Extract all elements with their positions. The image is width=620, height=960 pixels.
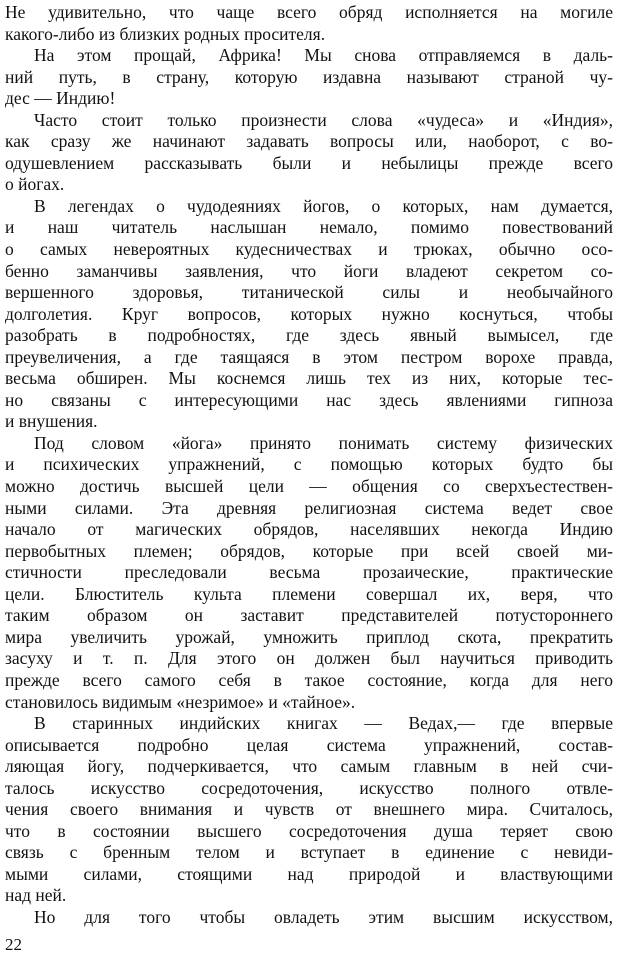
text-line: что в состоянии высшего сосредоточения душа теряет свою	[5, 820, 613, 841]
text-line: какого-либо из близких родных просителя.	[5, 23, 326, 44]
text-line: первобытных племен; обрядов, которые при всей своей ми-	[5, 540, 613, 561]
text-line: можно достичь высшей цели — общения со сверхъестествен-	[5, 476, 613, 497]
text-line: дес — Индию!	[5, 88, 116, 109]
text-line: преувеличения, а где таящаяся в этом пестром ворохе правда,	[5, 346, 613, 367]
paragraph	[5, 110, 613, 196]
paragraph	[5, 433, 613, 713]
text-line: и психических упражнений, с помощью которых будто бы	[5, 454, 613, 475]
text-line: о самых невероятных кудесничествах и трюках, обычно осо-	[5, 239, 613, 260]
text-line: как сразу же начинают задавать вопросы или, наоборот, с во-	[5, 131, 613, 152]
text-line: В легендах о чудодеяниях йогов, о которых, нам думается,	[34, 195, 613, 216]
body-text	[5, 2, 613, 929]
text-line: и наш читатель наслышан немало, помимо повествований	[5, 217, 613, 238]
text-line: прежде всего самого себя в такое состояние, когда для него	[5, 669, 613, 690]
text-line: вершенного здоровья, титанической силы и необычайного	[5, 282, 613, 303]
text-line: мира увеличить урожай, умножить приплод скота, прекратить	[5, 626, 613, 647]
paragraph	[5, 713, 613, 907]
paragraph	[5, 45, 613, 110]
text-line: стичности преследовали весьма прозаические, практические	[5, 562, 613, 583]
text-line: разобрать в подробностях, где здесь явный вымысел, где	[5, 325, 613, 346]
text-line: ляющая йогу, подчеркивается, что самым главным в ней счи-	[5, 756, 613, 777]
text-line: описывается подробно целая система упражнений, состав-	[5, 734, 613, 755]
text-line: над ней.	[5, 885, 67, 906]
text-line: На этом прощай, Африка! Мы снова отправляемся в даль-	[34, 45, 613, 66]
paragraph	[5, 907, 613, 929]
text-line: ными силами. Эта древняя религиозная система ведет свое	[5, 497, 613, 518]
text-line: Часто стоит только произнести слова «чудеса» и «Индия»,	[34, 109, 613, 130]
text-line: засуху и т. п. Для этого он должен был научиться приводить	[5, 648, 613, 669]
text-line: Под словом «йога» принято понимать систему физических	[34, 432, 613, 453]
text-line: о йогах.	[5, 174, 65, 195]
text-line: долголетия. Круг вопросов, которых нужно коснуться, чтобы	[5, 303, 613, 324]
text-line: чения своего внимания и чувств от внешнего мира. Считалось,	[5, 799, 613, 820]
text-line: цели. Блюститель культа племени совершал их, веря, что	[5, 583, 613, 604]
text-line: одушевлением рассказывать были и небылицы прежде всего	[5, 152, 613, 173]
text-line: таким образом он заставит представителей потустороннего	[5, 605, 613, 626]
text-line: мыми силами, стоящими над природой и властвующими	[5, 863, 613, 884]
text-line: и внушения.	[5, 411, 98, 432]
text-line: связь с бренным телом и вступает в единение с невиди-	[5, 842, 613, 863]
paragraph	[5, 2, 613, 45]
text-line: но связаны с интересующими нас здесь явлениями гипноза	[5, 389, 613, 410]
text-line: ний путь, в страну, которую издавна называют страной чу-	[5, 66, 613, 87]
text-line: становилось видимым «незримое» и «тайное».	[5, 691, 356, 712]
text-line: талось искусство сосредоточения, искусство полного отвле-	[5, 777, 613, 798]
text-line: Не удивительно, что чаще всего обряд исполняется на могиле	[5, 2, 613, 22]
text-line: начало от магических обрядов, населявших некогда Индию	[5, 519, 613, 540]
paragraph	[5, 196, 613, 433]
page-number: 22	[5, 935, 22, 954]
text-line: В старинных индийских книгах — Ведах,— где впервые	[34, 713, 613, 734]
text-line: весьма обширен. Мы коснемся лишь тех из них, которые тес-	[5, 368, 613, 389]
text-line: бенно заманчивы заявления, что йоги владеют секретом со-	[5, 260, 613, 281]
text-line: Но для того чтобы овладеть этим высшим искусством,	[34, 906, 613, 927]
